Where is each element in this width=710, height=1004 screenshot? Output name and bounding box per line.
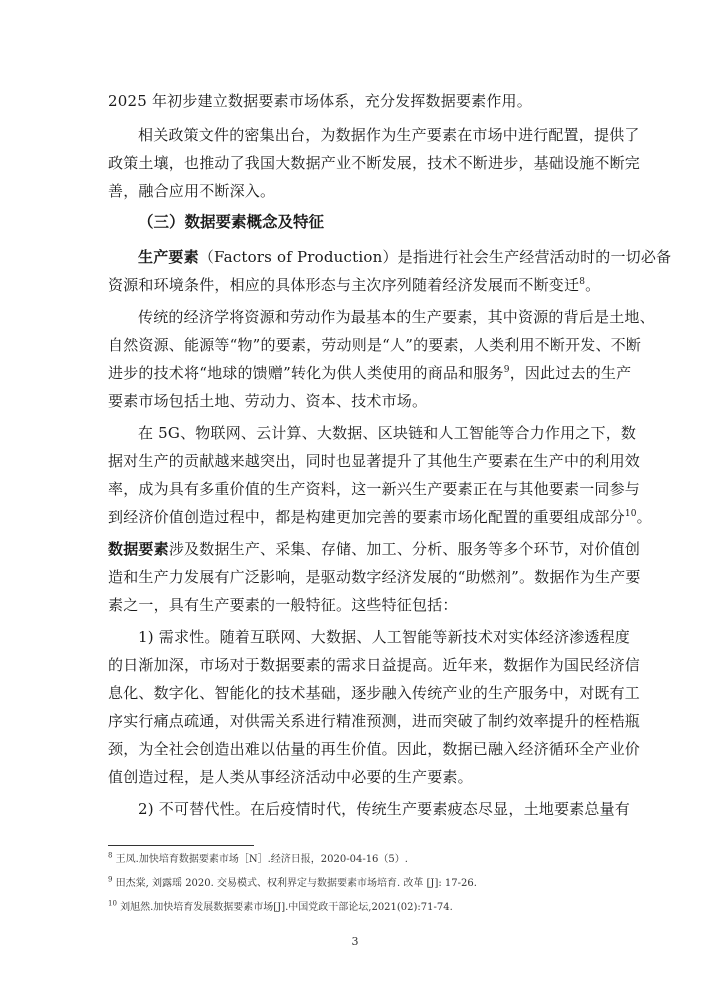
paragraph-line (108, 506, 652, 528)
paragraph-line: 2025 年初步建立数据要素市场体系，充分发挥数据要素作用。 (108, 92, 532, 110)
section-heading: （三）数据要素概念及特征 (138, 212, 325, 231)
paragraph-text: 。 (585, 276, 601, 294)
paragraph-line: 善，融合应用不断深入。 (108, 182, 276, 200)
footnote-number: 10 (108, 899, 117, 908)
paragraph-line: 要素市场包括土地、劳动力、资本、技术市场。 (108, 392, 428, 410)
page-number: 3 (351, 935, 359, 948)
paragraph-line: 值创造过程，是人类从事经济活动中必要的生产要素。 (108, 768, 473, 786)
paragraph-line (108, 362, 631, 384)
paragraph-line: 据对生产的贡献越来越突出，同时也显著提升了其他生产要素在生产中的利用效 (108, 452, 641, 470)
paragraph-line: 造和生产力发展有广泛影响，是驱动数字经济发展的“助燃剂”。数据作为生产要 (108, 568, 641, 586)
paragraph-line: 颈，为全社会创造出难以估量的再生价值。因此，数据已融入经济循环全产业价 (108, 740, 641, 758)
paragraph-line (108, 274, 600, 296)
paragraph-text: 进步的技术将“地球的馈赠”转化为供人类使用的商品和服务 (108, 364, 504, 382)
paragraph-text: 涉及数据生产、采集、存储、加工、分析、服务等多个环节，对价值创 (168, 540, 641, 558)
footnote-text: 刘旭然.加快培育发展数据要素市场[J].中国党政干部论坛,2021(02):71-74. (120, 902, 453, 913)
paragraph-line: 传统的经济学将资源和劳动作为最基本的生产要素，其中资源的背后是土地、 (138, 308, 655, 326)
footnote-divider (108, 845, 254, 846)
paragraph-line: 的日渐加深，市场对于数据要素的需求日益提高。近年来，数据作为国民经济信 (108, 656, 641, 674)
footnote (108, 901, 453, 915)
paragraph-text: 。 (636, 508, 652, 526)
footnote-number: 8 (108, 851, 113, 860)
footnote-number: 9 (108, 875, 113, 884)
paragraph-text: 资源和环境条件，相应的具体形态与主次序列随着经济发展而不断变迁 (108, 276, 580, 294)
paragraph-line: 序实行痛点疏通，对供需关系进行精准预测，进而突破了制约效率提升的桎梏瓶 (108, 712, 641, 730)
paragraph-line: 息化、数字化、智能化的技术基础，逐步融入传统产业的生产服务中，对既有工 (108, 684, 641, 702)
footnote-text: 田杰棠, 刘露瑶 2020. 交易模式、权利界定与数据要素市场培育. 改革 [J]: 17-26. (115, 878, 477, 889)
term-data-element: 数据要素 (108, 540, 169, 558)
footnote-ref: 10 (624, 509, 637, 519)
paragraph-text: ，因此过去的生产 (509, 364, 632, 382)
paragraph-line: 1) 需求性。随着互联网、大数据、人工智能等新技术对实体经济渗透程度 (138, 628, 630, 646)
paragraph-line: 素之一，具有生产要素的一般特征。这些特征包括： (108, 596, 458, 614)
footnote-ref: 9 (503, 365, 510, 375)
paragraph-line: 率，成为具有多重价值的生产资料，这一新兴生产要素正在与其他要素一同参与 (108, 480, 641, 498)
paragraph-text: （Factors of Production）是指进行社会生产经营活动时的一切必备 (198, 248, 672, 266)
term-production-factor: 生产要素 (138, 248, 199, 266)
paragraph-line: 政策土壤，也推动了我国大数据产业不断发展，技术不断进步，基础设施不断完 (108, 154, 641, 172)
paragraph-line: 相关政策文件的密集出台，为数据作为生产要素在市场中进行配置，提供了 (138, 126, 640, 144)
paragraph-text: 到经济价值创造过程中，都是构建更加完善的要素市场化配置的重要组成部分 (108, 508, 625, 526)
footnote (108, 853, 408, 867)
paragraph-line: 在 5G、物联网、云计算、大数据、区块链和人工智能等合力作用之下，数 (138, 424, 637, 442)
paragraph-line (138, 246, 671, 268)
footnote (108, 877, 477, 891)
footnote-text: 王凤.加快培育数据要素市场［N］.经济日报，2020-04-16（5）. (115, 854, 408, 865)
paragraph-line (108, 538, 640, 560)
paragraph-line: 2) 不可替代性。在后疫情时代，传统生产要素疲态尽显，土地要素总量有 (138, 800, 630, 818)
footnote-ref: 8 (579, 277, 586, 287)
paragraph-line: 自然资源、能源等“物”的要素，劳动则是“人”的要素，人类利用不断开发、不断 (108, 336, 642, 354)
